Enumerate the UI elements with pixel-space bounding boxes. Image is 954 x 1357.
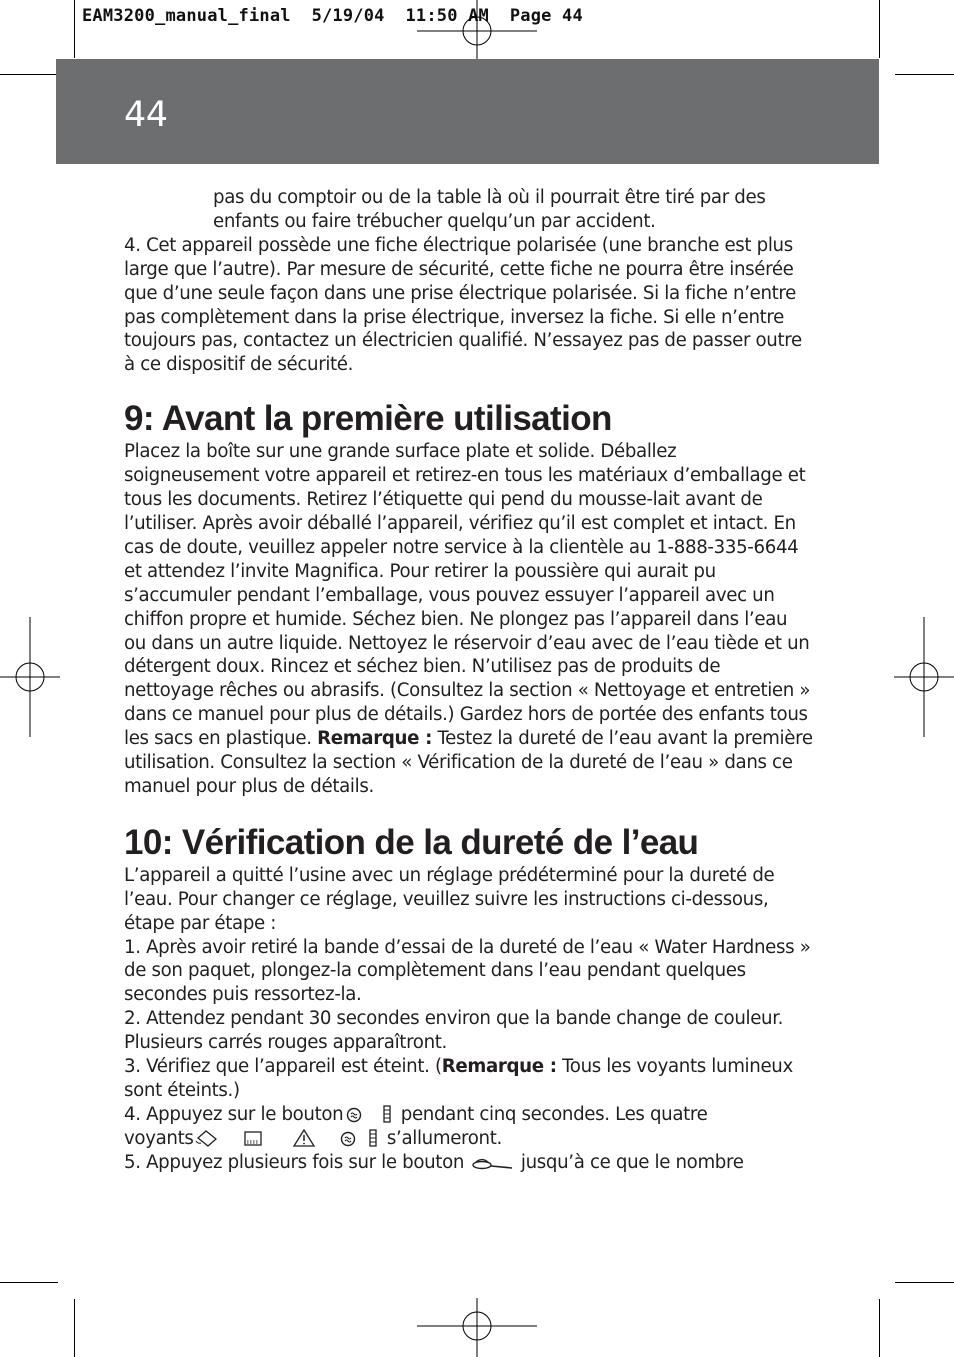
crop-mark [74, 0, 75, 58]
note-label: Remarque : [317, 728, 433, 750]
crop-mark [0, 74, 58, 75]
water-hardness-icon [367, 1129, 379, 1147]
section-9-title: 9: Avant la première utilisation [124, 399, 612, 439]
continued-paragraph: pas du comptoir ou de la table là où il pourrait être tiré par des enfants ou faire trébucher quelqu’un par accident. [213, 187, 766, 232]
grounds-container-icon [243, 1129, 263, 1147]
descale-icon [195, 1129, 219, 1147]
steam-knob-icon [339, 1129, 357, 1147]
water-hardness-icon [381, 1105, 393, 1123]
step-4-text: 4. Appuyez sur le bouton [124, 1103, 344, 1125]
step-5-text: 5. Appuyez plusieurs fois sur le bouton [124, 1151, 470, 1173]
crop-mark [895, 1282, 954, 1283]
registration-mark-left [0, 617, 60, 737]
step-2: 2. Attendez pendant 30 secondes environ que la bande change de couleur. Plusieurs carrés rouges apparaîtront. [124, 1008, 784, 1054]
crop-mark [895, 74, 954, 75]
page-number: 44 [124, 95, 168, 135]
registration-mark-bottom [417, 1298, 537, 1357]
step-3-note: Tous les voyants lumineux sont éteints.) [124, 1056, 793, 1101]
coffee-spoon-icon [471, 1153, 513, 1171]
crop-mark [0, 1282, 58, 1283]
page-content [124, 186, 814, 1175]
steam-knob-icon [345, 1105, 363, 1123]
page-header-band [56, 59, 879, 164]
crop-mark [879, 0, 880, 58]
section-9-note: Testez la dureté de l’eau avant la première utilisation. Consultez la section « Vérification de la dureté de l’eau » dans ce manuel pour plus de détails. [124, 728, 813, 797]
warning-icon [293, 1129, 315, 1147]
section-10-title: 10: Vérification de la dureté de l’eau [124, 822, 699, 862]
section-9-text: Placez la boîte sur une grande surface plate et solide. Déballez soigneusement votre appareil et retirez-en tous les matériaux d’emballage et tous les documents. Retirez l’étiquette qui pend du mousse-lait avant de l’utiliser. Après avoir déballé l’appareil, vérifiez qu’il est complet et intact. En cas de doute, veuillez appeler notre service à la clientèle au 1-888-335-6644 et attendez l’invite Magnifica. Pour retirer la poussière qui aurait pu s’accumuler pendant l’emballage, vous pouvez essuyer l’appareil avec un chiffon propre et humide. Séchez bien. Ne plongez pas l’appareil dans l’eau ou dans un autre liquide. Nettoyez le réservoir d’eau avec de l’eau tiède et un détergent doux. Rincez et séchez bien. N’utilisez pas de produits de nettoyage rêches ou abrasifs. (Consultez la section « Nettoyage et entretien » dans ce manuel pour plus de détails.) Gardez hors de portée des enfants tous les sacs en plastique. [124, 441, 811, 750]
step-4-text-c: voyants [124, 1127, 194, 1149]
step-4-text-d: s’allumeront. [381, 1127, 502, 1149]
section-9-body [124, 440, 814, 799]
step-4 [124, 1103, 814, 1151]
crop-mark [879, 1299, 880, 1357]
step-3 [124, 1055, 814, 1103]
step-1: 1. Après avoir retiré la bande d’essai de la dureté de l’eau « Water Hardness » de son paquet, plongez-la complètement dans l’eau pendant quelques secondes puis ressortez-la. [124, 936, 811, 1006]
step-5 [124, 1151, 814, 1175]
step-5-text-b: jusqu’à ce que le nombre [515, 1151, 744, 1173]
registration-mark-top [417, 0, 537, 62]
section-10-intro: L’appareil a quitté l’usine avec un réglage prédéterminé pour la dureté de l’eau. Pour changer ce réglage, veuillez suivre les instructions ci-dessous, étape par étape : [124, 864, 775, 934]
crop-mark [74, 1299, 75, 1357]
step-4-text-b: pendant cinq secondes. Les quatre [395, 1103, 708, 1125]
print-slug: EAM3200_manual_final 5/19/04 11:50 AM Page 44 [82, 6, 583, 26]
registration-mark-right [894, 617, 954, 737]
safety-item-4: 4. Cet appareil possède une fiche électrique polarisée (une branche est plus large que l’autre). Par mesure de sécurité, cette fiche ne pourra être insérée que d’une seule façon dans une prise électrique polarisée. Si la fiche n’entre pas complètement dans la prise électrique, inversez la fiche. Si elle n’entre toujours pas, contactez un électricien qualifié. N’essayez pas de passer outre à ce dispositif de sécurité. [124, 234, 802, 376]
step-3-note-label: Remarque : [441, 1056, 557, 1078]
step-3-text: 3. Vérifiez que l’appareil est éteint. ( [124, 1056, 442, 1078]
